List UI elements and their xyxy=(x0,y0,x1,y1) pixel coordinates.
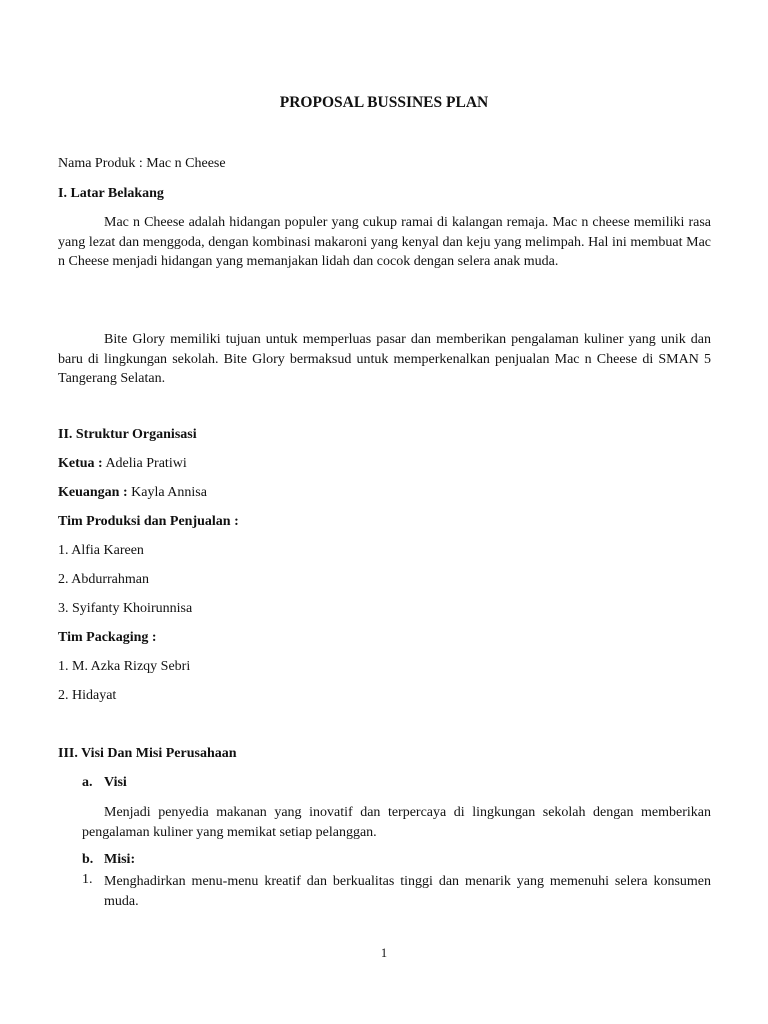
packaging-heading: Tim Packaging : xyxy=(58,630,157,645)
product-name-line: Nama Produk : Mac n Cheese xyxy=(58,156,226,171)
section-heading-latar-belakang: I. Latar Belakang xyxy=(58,186,164,201)
keuangan-name: Kayla Annisa xyxy=(127,485,207,500)
visi-label: Visi xyxy=(104,775,127,790)
packaging-member: 1. M. Azka Rizqy Sebri xyxy=(58,659,191,674)
visi-paragraph: Menjadi penyedia makanan yang inovatif dan terpercaya di lingkungan sekolah dengan memberikan pengalaman kuliner yang memikat setiap pelanggan. xyxy=(82,805,711,840)
keuangan-label: Keuangan : xyxy=(58,485,128,500)
ketua-line xyxy=(58,456,187,472)
paragraph-latar-belakang-1: Mac n Cheese adalah hidangan populer yang cukup ramai di kalangan remaja. Mac n cheese memiliki rasa yang lezat dan menggoda, dengan kombinasi makaroni yang kenyal dan keju yang melimpah. Hal ini membuat Mac n Cheese menjadi hidangan yang memanjakan lidah dan cocok dengan selera anak muda. xyxy=(58,215,711,269)
produksi-member: 1. Alfia Kareen xyxy=(58,543,144,558)
ketua-label: Ketua : xyxy=(58,456,103,471)
visi-marker: a. xyxy=(82,775,93,790)
page-number: 1 xyxy=(380,946,388,960)
packaging-member: 2. Hidayat xyxy=(58,688,117,703)
produksi-member: 2. Abdurrahman xyxy=(58,572,149,587)
misi-label: Misi: xyxy=(104,852,136,867)
keuangan-line xyxy=(58,485,207,501)
document-title: PROPOSAL BUSSINES PLAN xyxy=(279,94,489,111)
misi-marker: b. xyxy=(82,852,94,867)
misi-item-text: Menghadirkan menu-menu kreatif dan berkualitas tinggi dan menarik yang memenuhi selera konsumen muda. xyxy=(104,874,711,909)
paragraph-latar-belakang-2: Bite Glory memiliki tujuan untuk memperluas pasar dan memberikan pengalaman kuliner yang unik dan baru di lingkungan sekolah. Bite Glory bermaksud untuk memperkenalkan penjualan Mac n Cheese di SMAN 5 Tangerang Selatan. xyxy=(58,332,711,386)
ketua-name: Adelia Pratiwi xyxy=(102,456,187,471)
produksi-member: 3. Syifanty Khoirunnisa xyxy=(58,601,193,616)
section-heading-visi-misi: III. Visi Dan Misi Perusahaan xyxy=(58,746,237,761)
section-heading-struktur: II. Struktur Organisasi xyxy=(58,427,197,442)
misi-item-number: 1. xyxy=(82,872,93,887)
produksi-heading: Tim Produksi dan Penjualan : xyxy=(58,514,239,529)
